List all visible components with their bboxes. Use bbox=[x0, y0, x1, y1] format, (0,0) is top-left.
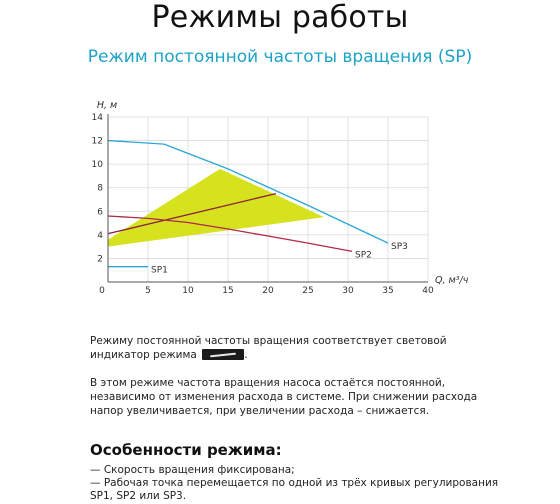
x-tick-label: 10 bbox=[182, 286, 194, 296]
pump-curve-chart bbox=[0, 90, 560, 305]
x-tick-label: 15 bbox=[222, 286, 234, 296]
y-tick-label: 2 bbox=[97, 254, 103, 265]
x-tick-label: 25 bbox=[302, 286, 314, 296]
y-tick-label: 6 bbox=[97, 207, 103, 218]
features-list bbox=[90, 464, 510, 503]
page-subtitle: Режим постоянной частоты вращения (SP) bbox=[87, 47, 473, 67]
page-title: Режимы работы bbox=[151, 0, 409, 35]
y-tick-label: 12 bbox=[91, 136, 103, 147]
x-tick-label: 30 bbox=[342, 286, 354, 296]
x-tick-label: 0 bbox=[99, 286, 105, 296]
paragraph1-text: Режиму постоянной частоты вращения соответствует световой индикатор режима bbox=[90, 335, 447, 361]
y-tick-label: 4 bbox=[97, 230, 103, 241]
features-heading: Особенности режима: bbox=[90, 441, 282, 459]
y-tick-label: 14 bbox=[91, 113, 103, 123]
mode-indicator-paragraph bbox=[90, 334, 490, 362]
y-tick-label: 8 bbox=[97, 183, 103, 194]
y-axis-title: H, м bbox=[96, 100, 118, 111]
x-tick-label: 5 bbox=[145, 286, 151, 296]
x-axis-title: Q, м³/ч bbox=[435, 275, 469, 286]
paragraph1-end: . bbox=[244, 349, 248, 361]
list-item: — Скорость вращения фиксирована; bbox=[90, 464, 295, 476]
series-label-sp2: SP2 bbox=[355, 250, 372, 261]
mode-description-paragraph: В этом режиме частота вращения насоса остаётся постоянной, независимо от изменения расхода в системе. При снижении расхода напор увеличивается, при увеличении расхода – снижается. bbox=[90, 377, 478, 417]
x-tick-label: 35 bbox=[382, 286, 394, 296]
series-label-sp1: SP1 bbox=[151, 265, 168, 276]
list-item: — Рабочая точка перемещается по одной из трёх кривых регулирования SP1, SP2 или SP3. bbox=[90, 477, 499, 502]
sp-mode-indicator-icon bbox=[202, 349, 244, 360]
x-tick-label: 40 bbox=[422, 286, 434, 296]
x-tick-label: 20 bbox=[262, 286, 274, 296]
series-label-sp3: SP3 bbox=[391, 242, 408, 253]
y-tick-label: 10 bbox=[91, 160, 103, 171]
